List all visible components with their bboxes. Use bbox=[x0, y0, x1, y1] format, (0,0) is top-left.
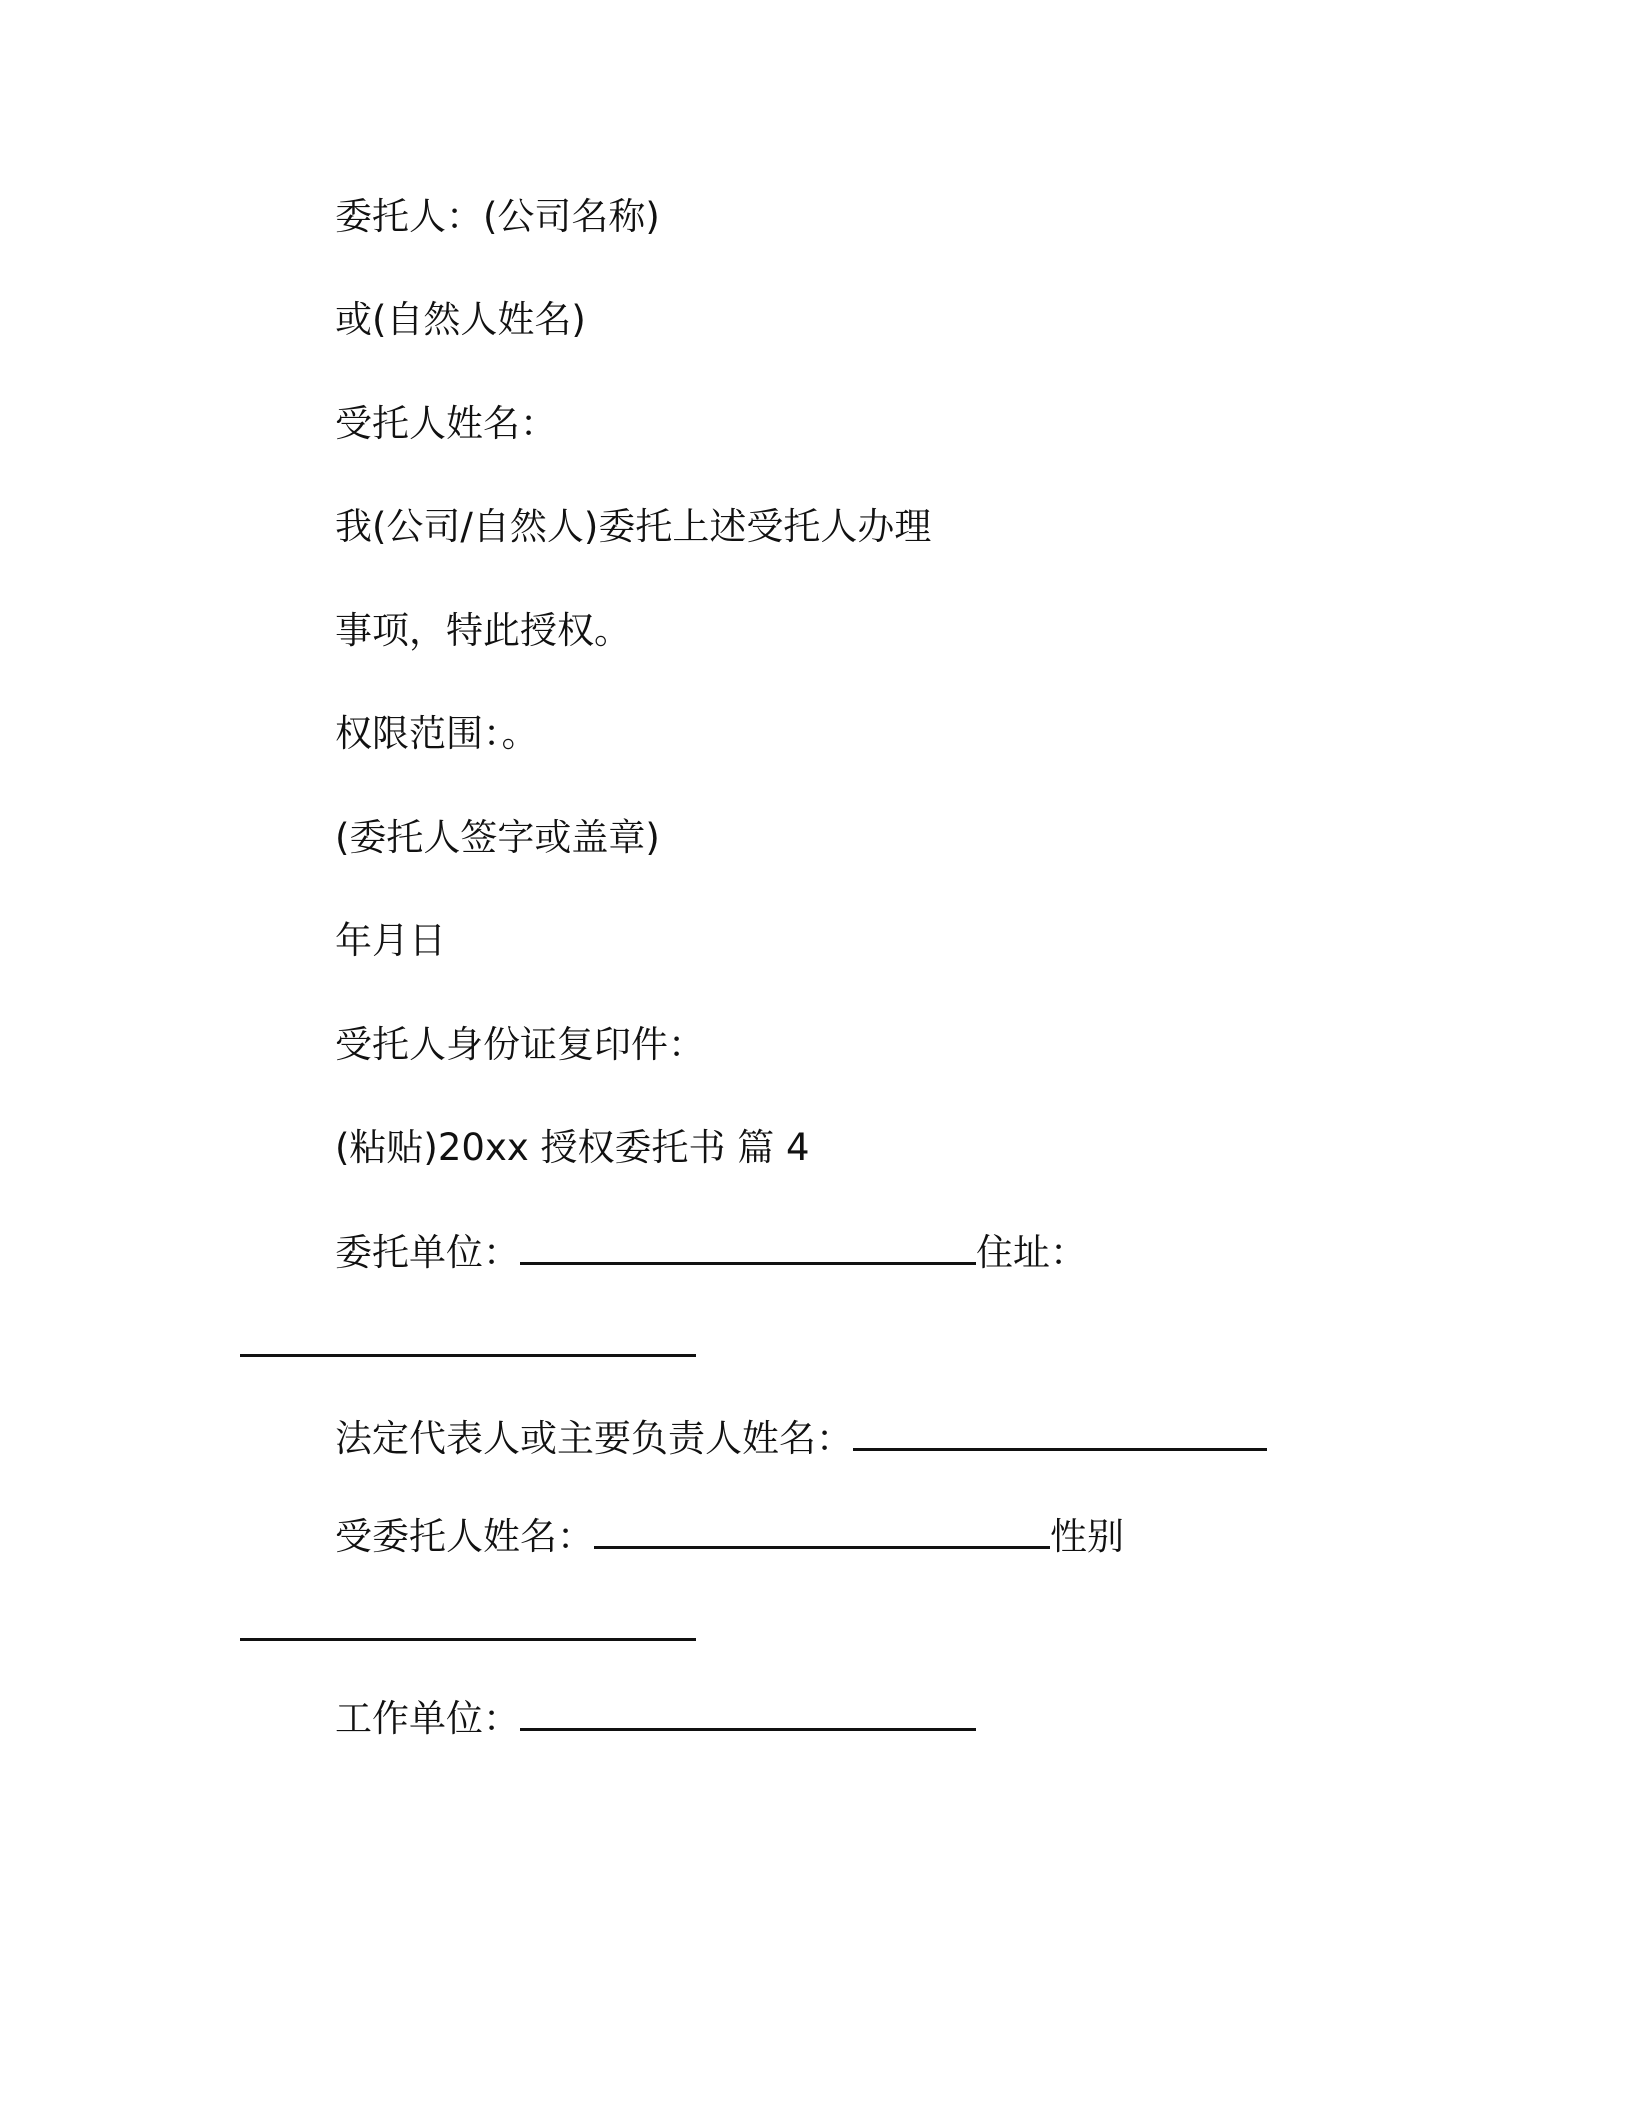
gender-blank[interactable] bbox=[240, 1604, 696, 1641]
entrusting-unit-blank[interactable] bbox=[520, 1228, 976, 1265]
authorization-continued-line: 事项，特此授权。 bbox=[335, 609, 631, 652]
work-unit-row bbox=[335, 1694, 976, 1743]
id-copy-line: 受托人身份证复印件： bbox=[335, 1023, 705, 1066]
trustee-name-line: 受托人姓名： bbox=[335, 402, 557, 445]
work-unit-label: 工作单位： bbox=[335, 1697, 520, 1740]
gender-label: 性别 bbox=[1050, 1515, 1124, 1558]
address-blank[interactable] bbox=[240, 1320, 696, 1357]
legal-representative-row bbox=[335, 1414, 1267, 1463]
legal-representative-label: 法定代表人或主要负责人姓名： bbox=[335, 1417, 853, 1460]
address-row bbox=[240, 1320, 696, 1369]
date-line: 年月日 bbox=[335, 919, 446, 962]
section-heading-line: (粘贴)20xx 授权委托书 篇 4 bbox=[335, 1126, 810, 1169]
legal-representative-blank[interactable] bbox=[853, 1414, 1267, 1451]
entrusting-unit-row bbox=[335, 1228, 1087, 1277]
trustee-name-label: 受委托人姓名： bbox=[335, 1515, 594, 1558]
address-label: 住址： bbox=[976, 1231, 1087, 1274]
entrusting-unit-label: 委托单位： bbox=[335, 1231, 520, 1274]
authorization-line: 我(公司/自然人)委托上述受托人办理 bbox=[335, 505, 932, 548]
entrustor-line: 委托人：(公司名称) bbox=[335, 195, 660, 238]
trustee-name-blank[interactable] bbox=[594, 1512, 1050, 1549]
work-unit-blank[interactable] bbox=[520, 1694, 976, 1731]
trustee-row bbox=[335, 1512, 1124, 1561]
scope-line: 权限范围：。 bbox=[335, 712, 539, 755]
natural-person-line: 或(自然人姓名) bbox=[335, 298, 586, 341]
gender-row bbox=[240, 1604, 696, 1653]
signature-line: (委托人签字或盖章) bbox=[335, 816, 660, 859]
